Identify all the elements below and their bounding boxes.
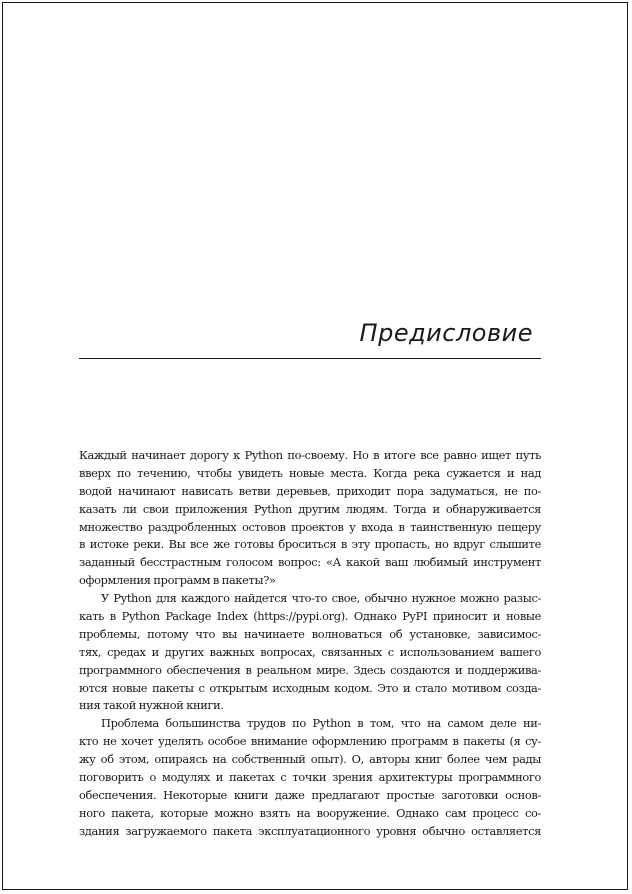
text-line: заданный бесстрастным голосом вопрос: «А какой ваш любимый инструмент [79,555,541,570]
book-page [2,2,628,890]
paragraph-3 [79,715,541,840]
text-line: ного пакета, которые можно взять на вооружение. Однако сам процесс со- [79,805,541,820]
text-line: водой начинают нависать ветви деревьев, приходит пора задуматься, не по- [79,483,541,498]
text-line: программного обеспечения в реальном мире. Здесь создаются и поддержива- [79,662,541,677]
text-line: Каждый начинает дорогу к Python по-своему. Но в итоге все равно ищет путь [79,448,541,462]
text-line: кать в Python Package Index (https://pypi.org). Однако PyPI приносит и новые [79,609,541,624]
text-line: оформления программ в пакеты?» [79,573,276,588]
text-line: У Python для каждого найдется что-то свое, обычно нужное можно разыс- [101,591,541,606]
text-line: Проблема большинства трудов по Python в том, что на самом деле ни- [101,716,541,731]
text-line: тях, средах и других важных вопросах, связанных с использованием вашего [79,644,541,659]
body-text [79,447,541,841]
text-line: ния такой нужной книги. [79,698,224,713]
text-line: здания загружаемого пакета эксплуатационного уровня обычно оставляется [79,823,541,838]
text-line: кто не хочет уделять особое внимание оформлению программ в пакеты (я су- [79,734,541,749]
chapter-title: Предисловие [359,319,533,347]
title-rule [79,358,541,359]
text-line: поговорить о модулях и пакетах с точки зрения архитектуры программного [79,770,541,785]
paragraph-2 [79,590,541,715]
text-line: вверх по течению, чтобы увидеть новые места. Когда река сужается и над [79,465,541,480]
text-line: ются новые пакеты с открытым исходным кодом. Это и стало мотивом созда- [79,680,541,695]
text-line: обеспечения. Некоторые книги даже предлагают простые заготовки основ- [79,787,541,802]
text-line: в истоке реки. Вы все же готовы броситься в эту пропасть, но вдруг слышите [79,537,541,552]
text-line: жу об этом, опираясь на собственный опыт). О, авторы книг более чем рады [79,752,541,767]
text-line: проблемы, потому что вы начинаете волноваться об установке, зависимос- [79,626,541,641]
paragraph-1 [79,447,541,590]
text-line: казать ли свои приложения Python другим людям. Тогда и обнаруживается [79,501,541,516]
text-line: множество раздробленных остовов проектов у входа в таинственную пещеру [79,519,541,534]
